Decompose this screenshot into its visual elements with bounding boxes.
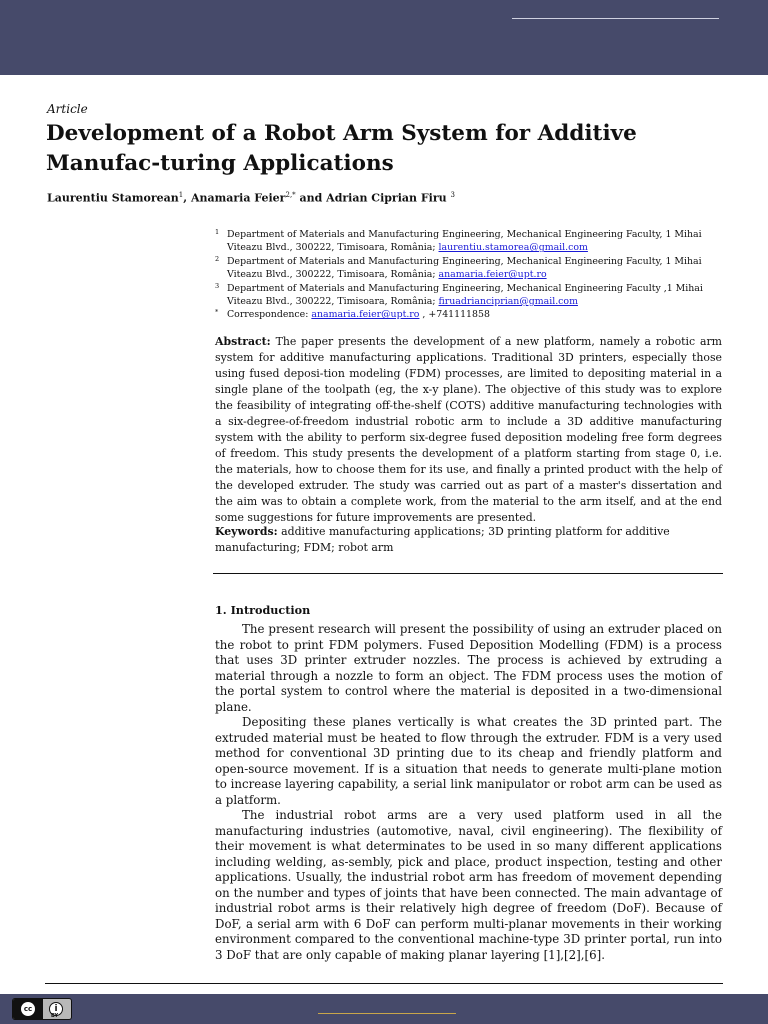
affiliation-item [215, 228, 721, 255]
affiliation-mark: * [215, 308, 219, 317]
affiliation-item [215, 255, 721, 282]
cc-by-license-badge[interactable] [12, 998, 72, 1020]
attribution-icon: i [49, 1002, 63, 1016]
footer-bar [0, 994, 768, 1024]
affiliation-list [215, 228, 721, 322]
affiliation-email-link[interactable]: anamaria.feier@upt.ro [438, 269, 547, 281]
cc-icon: cc [21, 1002, 35, 1016]
paragraph: Depositing these planes vertically is what creates the 3D printed part. The extruded material must be heated to flow through the extruder. FDM is a very used method for conventional 3D printing due to its cheap and friendly platform and open-source movement. If is a situation that needs to generate multi-plane motion to increase layering capability, a serial link manipulator or robot arm can be used as a platform. [215, 715, 722, 807]
author-name: Adrian Ciprian Firu [326, 191, 447, 205]
abstract-text: The paper presents the development of a new platform, namely a robotic arm system for additive manufacturing applications. Traditional 3D printers, especially those using fused deposi-tion modeling (FDM) processes, are limited to depositing material in a single plane of the toolpath (eg, the x-y plane). The objective of this study was to explore the feasibility of integrating off-the-shelf (COTS) additive manufacturing technologies with a six-degree-of-freedom industrial robotic arm to include a 3D additive manufacturing system with the ability to perform six-degree fused deposition modeling free form degrees of freedom. This study presents the development of a platform starting from stage 0, i.e. the materials, how to choose them for its use, and finally a printed product with the help of the developed extruder. The study was carried out as part of a master's dissertation and the aim was to obtain a complete work, from the material to the arm itself, and at the end some suggestions for future improvements are presented. [215, 335, 722, 524]
author-affiliation-mark: 3 [450, 191, 455, 199]
section-heading: 1. Introduction [215, 603, 311, 617]
affiliation-mark: 3 [215, 281, 220, 290]
paper-title: Development of a Robot Arm System for Additive Manufac-turing Applications [46, 121, 637, 176]
paragraph: The present research will present the possibility of using an extruder placed on the robot to print FDM polymers. Fused Deposition Modelling (FDM) is a process that uses 3D printer extruder nozzles. The process is achieved by extruding a material through a nozzle to form an object. The FDM process uses the motion of the portal system to control where the material is deposited in a two-dimensional plane. [215, 622, 722, 714]
affiliation-mark: 2 [215, 254, 220, 263]
keywords-label: Keywords: [215, 525, 278, 538]
header-bar [0, 0, 768, 75]
article-type-label: Article [47, 102, 88, 116]
affiliation-text: Department of Materials and Manufacturing Engineering, Mechanical Engineering Faculty ,1 Mihai Viteazu Blvd., 300222, Timisoara, România; [227, 282, 703, 308]
cc-badge-left [13, 999, 43, 1019]
author-list [47, 191, 455, 205]
affiliation-email-link[interactable]: laurentiu.stamorea@gmail.com [438, 242, 588, 254]
correspondence-item [215, 308, 721, 321]
correspondence-label: Correspondence: [227, 309, 309, 321]
author-name: Anamaria Feier [190, 191, 286, 205]
author-separator: and [295, 191, 327, 205]
keywords [215, 524, 722, 556]
introduction-body [215, 622, 722, 963]
header-rule [512, 18, 719, 19]
correspondence-email-link[interactable]: anamaria.feier@upt.ro [311, 309, 420, 321]
abstract [215, 334, 722, 526]
correspondence-phone: , +741111858 [419, 309, 490, 321]
abstract-label: Abstract: [215, 335, 271, 348]
by-label: BY [51, 1013, 59, 1019]
paragraph: The industrial robot arms are a very used platform used in all the manufacturing industries (automotive, naval, civil engineering). The flexibility of their movement is what determinates to be used in so many different applications including welding, as-sembly, pick and place, product inspection, testing and other applications. Usually, the industrial robot arm has freedom of movement depending on the number and types of joints that have been connected. The main advantage of industrial robot arms is their relatively high degree of freedom (DoF). Because of DoF, a serial arm with 6 DoF can perform multi-planar movements in their working environment compared to the conventional machine-type 3D printer portal, run into 3 DoF that are only capable of making planar layering [1],[2],[6]. [215, 808, 722, 962]
affiliation-email-link[interactable]: firuadrianciprian@gmail.com [438, 296, 578, 308]
affiliation-mark: 1 [215, 228, 220, 236]
author-name: Laurentiu Stamorean [47, 191, 179, 205]
affiliation-item [215, 282, 721, 309]
keywords-text: additive manufacturing applications; 3D printing platform for additive manufacturing; FDM; robot arm [215, 525, 670, 554]
footer-accent-rule [318, 1013, 456, 1014]
footer-rule [45, 983, 723, 984]
author-affiliation-mark: 2,* [285, 191, 296, 199]
section-divider [213, 573, 723, 574]
author-affiliation-mark: 1 [178, 191, 184, 199]
affiliation-text: Department of Materials and Manufacturing Engineering, Mechanical Engineering Faculty, 1 Mihai Viteazu Blvd., 300222, Timisoara, România; [227, 255, 702, 281]
affiliation-text: Department of Materials and Manufacturing Engineering, Mechanical Engineering Faculty, 1 Mihai Viteazu Blvd., 300222, Timisoara, România; [227, 229, 702, 254]
author-separator: , [183, 191, 191, 205]
